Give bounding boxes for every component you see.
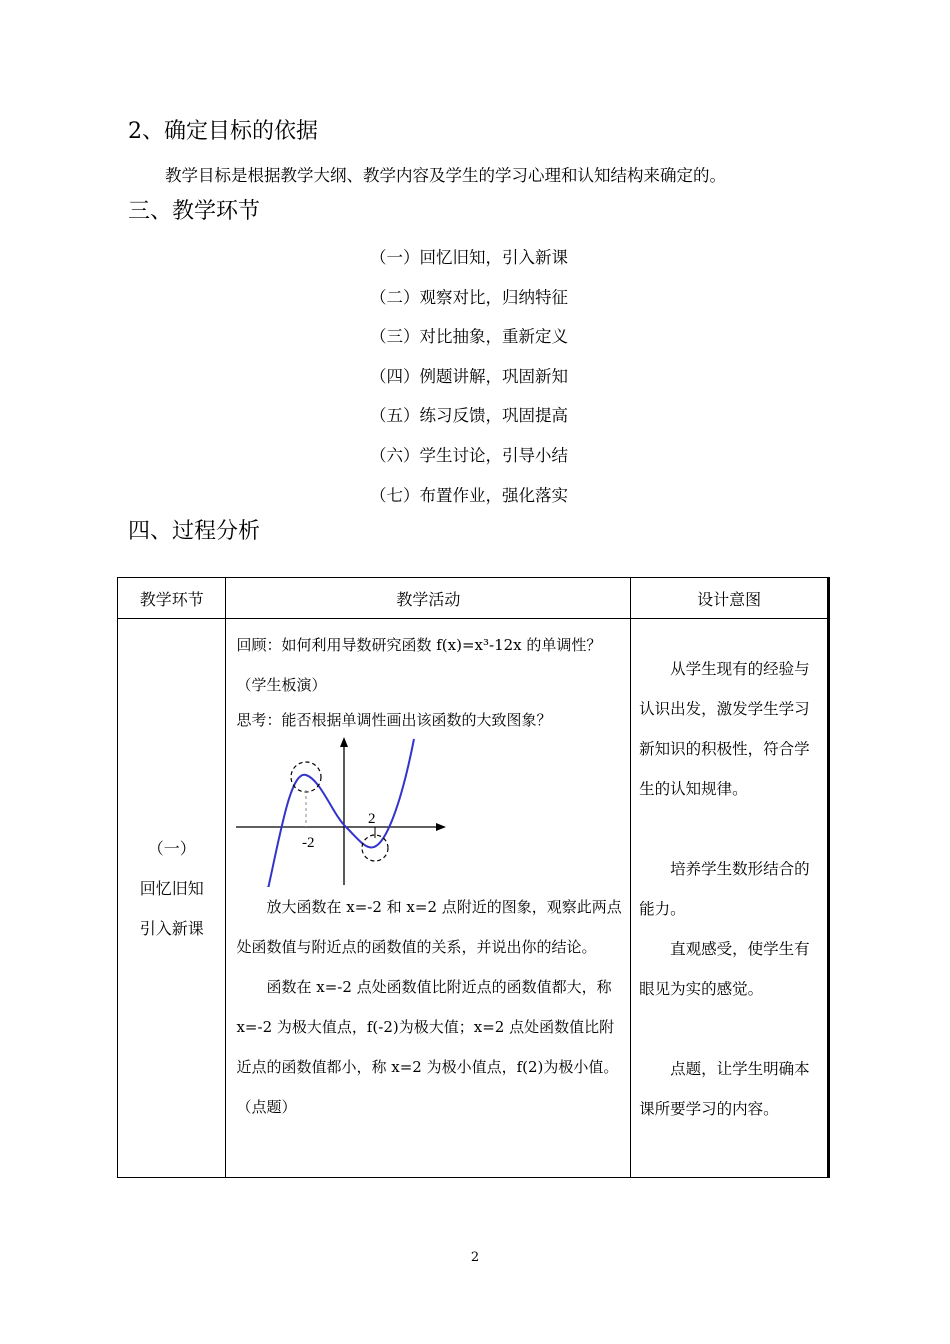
board-note: （学生板演） [236,676,327,694]
stage-cell [118,619,226,1178]
table-row [118,619,829,1178]
table-header-row [118,578,829,619]
stage-item: （五）练习反馈，巩固提高 [370,406,568,425]
stage-item: （七）布置作业，强化落实 [370,486,568,505]
cubic-curve [268,739,414,887]
label-neg2: -2 [302,835,315,851]
think-question: 思考：能否根据单调性画出该函数的大致图象？ [236,711,552,729]
section2-text: 教学目标是根据教学大纲、教学内容及学生的学习心理和认知结构来确定的。 [165,166,726,185]
stage-item: （六）学生讨论，引导小结 [370,446,568,465]
x-axis-arrow-icon [436,823,446,831]
cubic-graph-svg [236,735,476,887]
stage-item: （一）回忆旧知，引入新课 [370,248,568,267]
stage-title-1: 回忆旧知 [139,879,204,898]
process-table [117,577,830,1178]
page-number: 2 [470,1250,480,1265]
intent-p1: 从学生现有的经验与认识出发，激发学生学习新知识的积极性，符合学生的认知规律。 [639,660,810,798]
stage-item: （三）对比抽象，重新定义 [370,327,568,346]
conclusion-text: 函数在 x=-2 点处函数值比附近点的函数值都大，称 x=-2 为极大值点，f(-2)为极大值；x=2 点处函数值比附近点的函数值都小，称 x=2 为极小值点，f(2)为极小值。（点题） [236,978,619,1116]
section2-heading: 2、确定目标的依据 [128,119,318,144]
section4-heading: 四、过程分析 [128,519,261,544]
stage-title-2: 引入新课 [139,919,204,938]
zoom-instruction: 放大函数在 x=-2 和 x=2 点附近的图象，观察此两点处函数值与附近点的函数值的关系，并说出你的结论。 [236,898,622,956]
header-stage: 教学环节 [118,578,226,619]
y-axis-arrow-icon [340,737,348,747]
min-dashed-circle [362,835,388,861]
function-graph [236,735,624,887]
header-intent: 设计意图 [631,578,829,619]
intent-cell [631,619,829,1178]
label-2: 2 [368,811,376,827]
stage-item: （二）观察对比，归纳特征 [370,288,568,307]
intent-p3: 直观感受，使学生有眼见为实的感觉。 [639,940,810,998]
intent-p2: 培养学生数形结合的能力。 [639,860,810,918]
intent-p4: 点题，让学生明确本课所要学习的内容。 [639,1060,810,1118]
stage-number: （一） [147,839,196,858]
curve-endpoint [266,887,271,888]
header-activity: 教学活动 [226,578,631,619]
max-dashed-circle [291,762,321,792]
activity-cell [226,619,631,1178]
section3-heading: 三、教学环节 [128,199,261,224]
review-question: 回顾：如何利用导数研究函数 f(x)=x³-12x 的单调性？ [236,636,602,654]
stage-item: （四）例题讲解，巩固新知 [370,367,568,386]
